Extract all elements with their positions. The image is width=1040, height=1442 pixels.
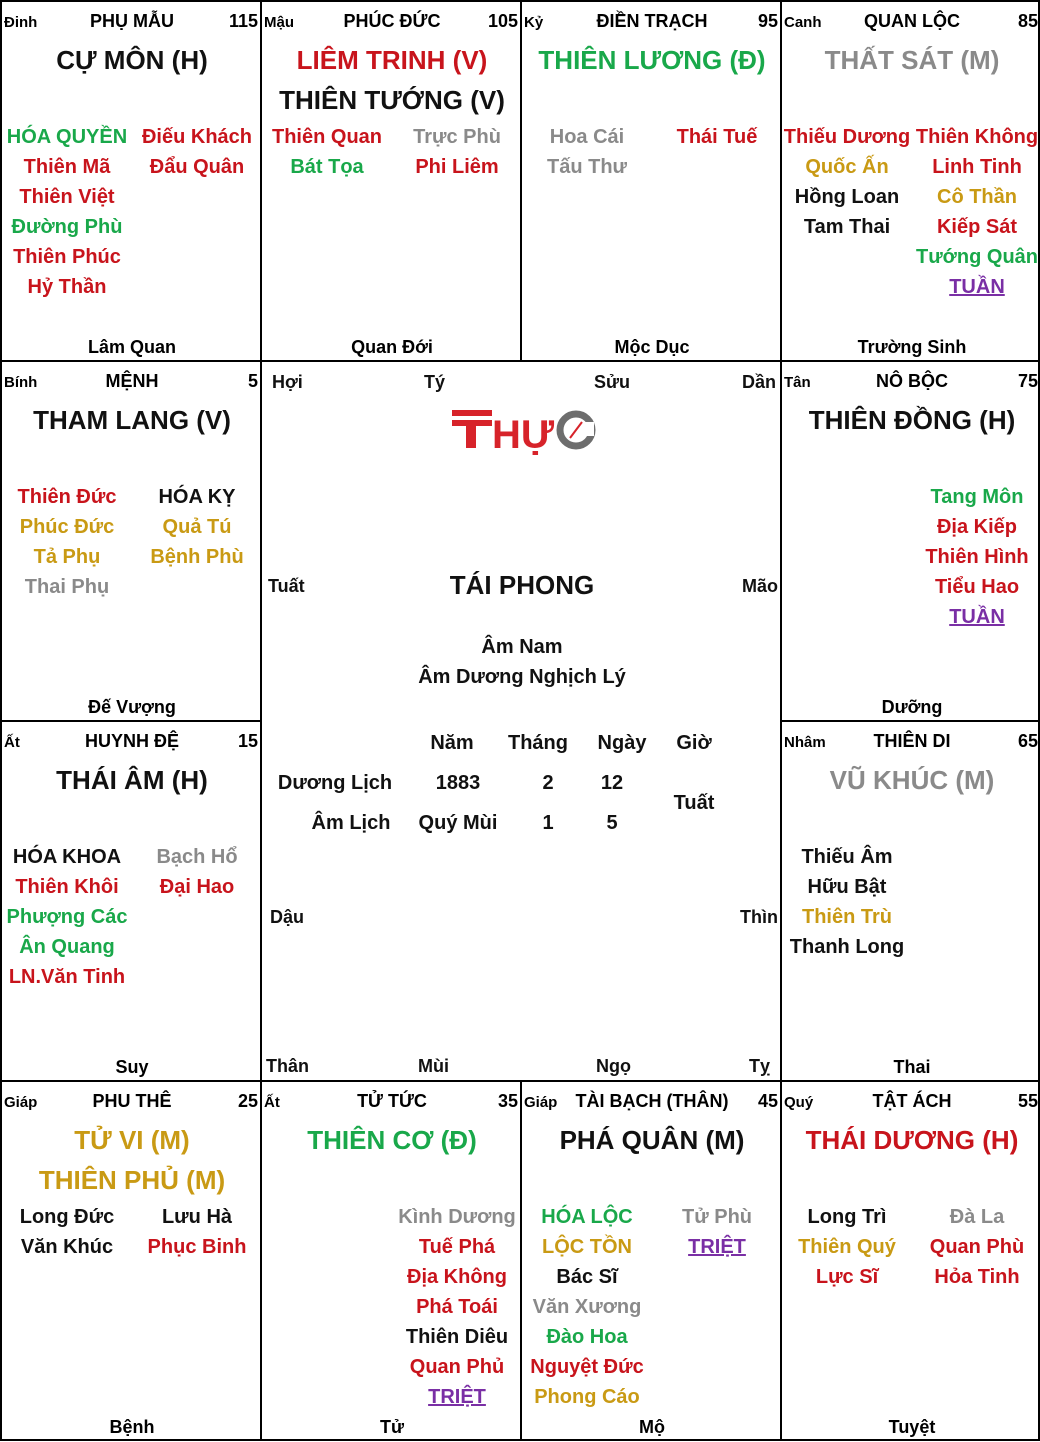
- minor-star[interactable]: Linh Tinh: [932, 156, 1022, 178]
- minor-star[interactable]: Cô Thần: [937, 186, 1017, 208]
- main-stars: [2, 1120, 262, 1200]
- heavenly-stem: Quý: [784, 1094, 814, 1111]
- heavenly-stem: Giáp: [4, 1094, 38, 1111]
- heavenly-stem: Bính: [4, 374, 38, 391]
- minor-star[interactable]: Đường Phù: [11, 216, 123, 238]
- minor-stars-left: [522, 122, 652, 182]
- palace-name: TÀI BẠCH (THÂN): [575, 1091, 729, 1111]
- minor-star[interactable]: TRIỆT: [688, 1236, 746, 1258]
- palace-header: [782, 370, 1040, 394]
- minor-stars-left: [2, 482, 132, 602]
- minor-star[interactable]: Tuế Phá: [418, 1236, 496, 1258]
- minor-stars-left: [782, 1202, 912, 1292]
- minor-star[interactable]: Hoa Cái: [549, 126, 625, 148]
- main-stars: [782, 760, 1040, 800]
- minor-stars-right: [652, 122, 782, 152]
- solar-label: Dương Lịch: [277, 772, 393, 794]
- palace-phuc-duc[interactable]: [262, 2, 522, 362]
- minor-star[interactable]: Long Trì: [807, 1206, 887, 1228]
- main-star[interactable]: THẤT SÁT (M): [824, 45, 1000, 75]
- life-stage: Mộc Dục: [614, 337, 690, 357]
- minor-star[interactable]: Bác Sĩ: [556, 1266, 618, 1288]
- palace-number: 95: [757, 11, 778, 31]
- minor-star[interactable]: Thiên Mã: [23, 156, 111, 178]
- palace-name: TỬ TỨC: [357, 1091, 427, 1111]
- minor-star[interactable]: Bạch Hổ: [156, 846, 238, 868]
- lunar-day: 5: [606, 812, 618, 834]
- minor-star[interactable]: Nguyệt Đức: [530, 1356, 644, 1378]
- life-stage: Đế Vượng: [88, 697, 176, 717]
- palace-number: 105: [487, 11, 518, 31]
- minor-star[interactable]: Quả Tú: [162, 516, 232, 538]
- minor-star[interactable]: HÓA LỘC: [541, 1206, 633, 1228]
- minor-star[interactable]: Thiên Quý: [798, 1236, 896, 1258]
- minor-star[interactable]: Thiên Đức: [17, 486, 117, 508]
- palace-name: PHU THÊ: [92, 1091, 172, 1111]
- heavenly-stem: Giáp: [524, 1094, 558, 1111]
- minor-stars-left: [782, 122, 912, 242]
- minor-star[interactable]: Thiên Diêu: [405, 1326, 509, 1348]
- minor-star[interactable]: Thiếu Âm: [801, 846, 893, 868]
- minor-stars-right: [652, 1202, 782, 1262]
- minor-star[interactable]: Bát Tọa: [290, 156, 364, 178]
- minor-star[interactable]: Long Đức: [19, 1206, 115, 1228]
- solar-day: 12: [600, 772, 624, 794]
- main-star[interactable]: CỰ MÔN (H): [56, 45, 208, 75]
- minor-star[interactable]: Lực Sĩ: [815, 1266, 879, 1288]
- minor-stars-left: [2, 122, 132, 302]
- minor-star[interactable]: Thiên Việt: [19, 186, 115, 208]
- life-stage: Tuyệt: [888, 1417, 936, 1437]
- branch-dau: Dậu: [270, 907, 305, 927]
- life-stage: Suy: [115, 1057, 149, 1077]
- minor-star[interactable]: Trực Phù: [413, 126, 501, 148]
- palace-header: [262, 10, 522, 34]
- header-month: Tháng: [508, 732, 568, 754]
- life-stage: Mộ: [639, 1417, 665, 1437]
- palace-number: 15: [237, 731, 258, 751]
- minor-star[interactable]: Điếu Khách: [141, 126, 253, 148]
- minor-star[interactable]: Văn Xương: [532, 1296, 642, 1318]
- palace-name: NÔ BỘC: [876, 371, 948, 391]
- palace-menh[interactable]: [2, 362, 262, 722]
- minor-star[interactable]: Đại Hao: [159, 876, 235, 898]
- main-star[interactable]: THÁI DƯƠNG (H): [805, 1125, 1019, 1155]
- palace-header: [262, 1090, 522, 1114]
- minor-star[interactable]: Thiên Quan: [272, 126, 382, 148]
- main-star[interactable]: PHÁ QUÂN (M): [559, 1125, 745, 1155]
- solar-month: 2: [542, 772, 554, 794]
- palace-tai-bach[interactable]: [522, 1082, 782, 1442]
- minor-star[interactable]: HÓA QUYỀN: [6, 126, 128, 148]
- main-star[interactable]: THAM LANG (V): [33, 405, 231, 435]
- branch-mui: Mùi: [418, 1056, 449, 1076]
- main-star[interactable]: THIÊN ĐỒNG (H): [808, 405, 1016, 435]
- minor-star[interactable]: Thanh Long: [789, 936, 905, 958]
- minor-star[interactable]: Đẩu Quân: [149, 156, 245, 178]
- palace-number: 85: [1017, 11, 1038, 31]
- minor-stars-left: [782, 842, 912, 962]
- main-stars: [782, 1120, 1040, 1160]
- palace-huynh-de[interactable]: [2, 722, 262, 1082]
- minor-star[interactable]: Địa Không: [407, 1266, 507, 1288]
- owner-name: TÁI PHONG: [449, 570, 595, 600]
- minor-stars-left: [522, 1202, 652, 1412]
- palace-header: [522, 10, 782, 34]
- palace-header: [782, 730, 1040, 754]
- palace-thien-di[interactable]: [782, 722, 1040, 1082]
- brand-logo-mark: [450, 402, 600, 458]
- palace-header: [2, 10, 262, 34]
- main-star[interactable]: THIÊN LƯƠNG (Đ): [538, 45, 766, 75]
- header-hour: Giờ: [676, 732, 712, 754]
- minor-star[interactable]: TRIỆT: [428, 1386, 486, 1408]
- palace-header: [2, 1090, 262, 1114]
- main-star[interactable]: THÁI ÂM (H): [56, 765, 208, 795]
- minor-stars-right: [132, 842, 262, 902]
- life-stage: Lâm Quan: [87, 337, 176, 357]
- life-stage: Dưỡng: [881, 697, 943, 717]
- heavenly-stem: Canh: [784, 14, 822, 31]
- minor-star[interactable]: Địa Kiếp: [936, 516, 1018, 538]
- main-stars: [782, 40, 1040, 80]
- minor-star[interactable]: Phi Liêm: [415, 156, 499, 178]
- minor-stars-right: [912, 1202, 1040, 1292]
- main-stars: [262, 40, 522, 120]
- main-stars: [782, 400, 1040, 440]
- minor-star[interactable]: Phục Binh: [147, 1236, 247, 1258]
- yin-yang-note: Âm Dương Nghịch Lý: [418, 666, 626, 688]
- minor-star[interactable]: Tử Phù: [681, 1206, 753, 1228]
- minor-star[interactable]: Tam Thai: [803, 216, 891, 238]
- minor-star[interactable]: LỘC TỒN: [542, 1236, 632, 1258]
- heavenly-stem: Nhâm: [784, 734, 826, 751]
- minor-star[interactable]: Quan Phù: [929, 1236, 1025, 1258]
- minor-star[interactable]: Thiên Không: [915, 126, 1039, 148]
- minor-star[interactable]: Phúc Đức: [19, 516, 115, 538]
- main-stars: [522, 1120, 782, 1160]
- branch-than: Thân: [266, 1056, 309, 1076]
- branch-ty: Tý: [424, 372, 446, 392]
- minor-stars-right: [912, 482, 1040, 632]
- palace-no-boc[interactable]: [782, 362, 1040, 722]
- main-star[interactable]: THIÊN TƯỚNG (V): [279, 85, 505, 115]
- heavenly-stem: Đinh: [4, 14, 38, 31]
- main-stars: [262, 1120, 522, 1160]
- heavenly-stem: Tân: [784, 374, 811, 391]
- palace-name: PHỤ MẪU: [90, 11, 174, 31]
- palace-number: 45: [757, 1091, 778, 1111]
- life-stage: Tử: [379, 1417, 405, 1437]
- minor-star[interactable]: Quan Phủ: [409, 1356, 505, 1378]
- minor-stars-right: [132, 1202, 262, 1262]
- birth-hour: Tuất: [673, 792, 715, 814]
- main-star[interactable]: THIÊN PHỦ (M): [38, 1165, 226, 1195]
- minor-stars-right: [912, 122, 1040, 302]
- branch-suu: Sửu: [594, 372, 631, 392]
- minor-star[interactable]: Thiên Phúc: [13, 246, 121, 268]
- minor-stars-right: [132, 122, 262, 182]
- minor-star[interactable]: Lưu Hà: [161, 1206, 233, 1228]
- palace-name: ĐIỀN TRẠCH: [596, 11, 708, 31]
- minor-star[interactable]: Phá Toái: [416, 1296, 498, 1318]
- palace-name: THIÊN DI: [873, 731, 951, 751]
- minor-star[interactable]: Thai Phụ: [24, 576, 110, 598]
- palace-number: 115: [228, 11, 258, 31]
- main-star[interactable]: VŨ KHÚC (M): [829, 765, 995, 795]
- minor-star[interactable]: Thiên Trù: [802, 906, 892, 928]
- minor-star[interactable]: Thiếu Dương: [783, 126, 911, 148]
- minor-stars-right: [392, 122, 522, 182]
- palace-header: [782, 10, 1040, 34]
- minor-star[interactable]: Thiên Khôi: [15, 876, 119, 898]
- minor-star[interactable]: TUẦN: [949, 606, 1005, 628]
- branch-dan: Dần: [741, 372, 776, 392]
- minor-star[interactable]: TUẦN: [949, 276, 1005, 298]
- palace-dien-trach[interactable]: [522, 2, 782, 362]
- minor-star[interactable]: Văn Khúc: [20, 1236, 114, 1258]
- minor-star[interactable]: Hồng Loan: [794, 186, 900, 208]
- minor-stars-left: [262, 122, 392, 182]
- logo-text: HỰ: [492, 413, 555, 457]
- brand-logo: [450, 402, 600, 458]
- minor-star[interactable]: Kình Dương: [398, 1206, 516, 1228]
- life-stage: Trường Sinh: [857, 337, 967, 357]
- solar-year: 1883: [435, 772, 481, 794]
- minor-star[interactable]: Tướng Quân: [915, 246, 1039, 268]
- branch-mao: Mão: [742, 576, 778, 596]
- minor-star[interactable]: Kiếp Sát: [936, 216, 1018, 238]
- palace-quan-loc[interactable]: [782, 2, 1040, 362]
- minor-star[interactable]: Tả Phụ: [33, 546, 101, 568]
- palace-name: PHÚC ĐỨC: [343, 11, 441, 31]
- palace-name: HUYNH ĐỆ: [84, 731, 179, 751]
- lunar-year: Quý Mùi: [418, 812, 498, 834]
- main-stars: [2, 40, 262, 80]
- minor-star[interactable]: Hỏa Tinh: [934, 1266, 1020, 1288]
- main-stars: [2, 400, 262, 440]
- minor-star[interactable]: Phượng Các: [6, 906, 128, 928]
- branch-tuat: Tuất: [268, 576, 305, 596]
- minor-star[interactable]: Tang Môn: [930, 486, 1024, 508]
- gender: Âm Nam: [481, 636, 563, 658]
- palace-tu-tuc[interactable]: [262, 1082, 522, 1442]
- branch-hoi: Hợi: [272, 372, 303, 392]
- main-star[interactable]: THIÊN CƠ (Đ): [307, 1125, 477, 1155]
- lunar-month: 1: [542, 812, 554, 834]
- minor-star[interactable]: Ân Quang: [19, 936, 115, 958]
- heavenly-stem: Ất: [264, 1094, 280, 1111]
- minor-stars-left: [2, 1202, 132, 1262]
- header-year: Năm: [430, 732, 474, 754]
- main-star[interactable]: TỬ VI (M): [74, 1125, 190, 1155]
- palace-header: [782, 1090, 1040, 1114]
- branch-ty2: Tỵ: [748, 1056, 770, 1076]
- palace-phu-the[interactable]: [2, 1082, 262, 1442]
- life-stage: Bệnh: [109, 1417, 155, 1437]
- palace-name: QUAN LỘC: [864, 11, 960, 31]
- palace-number: 25: [237, 1091, 258, 1111]
- heavenly-stem: Mậu: [264, 14, 294, 31]
- main-stars: [2, 760, 262, 800]
- branch-thin: Thìn: [740, 907, 778, 927]
- palace-header: [2, 370, 262, 394]
- life-stage: Thai: [893, 1057, 931, 1077]
- minor-star[interactable]: Thiên Hình: [925, 546, 1029, 568]
- main-star[interactable]: LIÊM TRINH (V): [296, 45, 488, 75]
- minor-star[interactable]: Hỷ Thần: [27, 276, 107, 298]
- center-panel: [262, 362, 782, 1082]
- main-stars: [522, 40, 782, 80]
- minor-star[interactable]: HÓA KHOA: [12, 846, 122, 868]
- palace-number: 55: [1017, 1091, 1038, 1111]
- palace-number: 5: [247, 371, 258, 391]
- palace-number: 35: [497, 1091, 518, 1111]
- palace-name: TẬT ÁCH: [872, 1091, 952, 1111]
- branch-ngo: Ngọ: [596, 1056, 631, 1076]
- minor-star[interactable]: Đào Hoa: [546, 1326, 628, 1348]
- minor-star[interactable]: Bệnh Phù: [150, 546, 244, 568]
- palace-number: 65: [1017, 731, 1038, 751]
- minor-star[interactable]: Tấu Thư: [546, 156, 628, 178]
- palace-name: MỆNH: [105, 371, 159, 391]
- palace-header: [522, 1090, 782, 1114]
- minor-star[interactable]: Thái Tuế: [676, 126, 758, 148]
- minor-star[interactable]: LN.Văn Tinh: [8, 966, 126, 988]
- heavenly-stem: Kỷ: [524, 14, 544, 31]
- palace-number: 75: [1017, 371, 1038, 391]
- header-day: Ngày: [597, 732, 647, 754]
- minor-star[interactable]: HÓA KỴ: [158, 486, 236, 508]
- minor-stars-left: [2, 842, 132, 992]
- lunar-label: Âm Lịch: [311, 812, 391, 834]
- life-stage: Quan Đới: [351, 337, 433, 357]
- heavenly-stem: Ất: [4, 734, 20, 751]
- minor-stars-right: [392, 1202, 522, 1412]
- palace-phu-mau[interactable]: [2, 2, 262, 362]
- palace-tat-ach[interactable]: [782, 1082, 1040, 1442]
- minor-star[interactable]: Hữu Bật: [807, 876, 887, 898]
- minor-star[interactable]: Phong Cáo: [534, 1386, 640, 1408]
- palace-header: [2, 730, 262, 754]
- minor-stars-right: [132, 482, 262, 572]
- minor-star[interactable]: Quốc Ấn: [805, 156, 889, 178]
- minor-star[interactable]: Đà La: [949, 1206, 1005, 1228]
- minor-star[interactable]: Tiểu Hao: [934, 576, 1020, 598]
